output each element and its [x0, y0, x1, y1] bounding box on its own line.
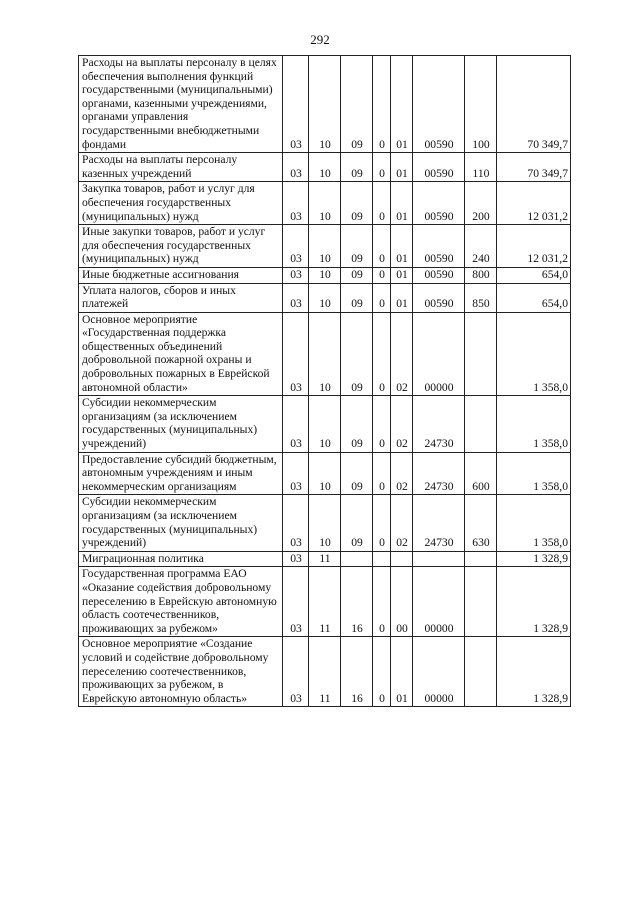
subsection-code: 10 [309, 182, 341, 225]
table-row [79, 225, 571, 268]
direction-code: 24730 [413, 396, 465, 452]
subsection-code: 11 [309, 567, 341, 637]
program-code: 09 [341, 495, 373, 551]
row-name: Закупка товаров, работ и услуг для обеспечения государственных (муниципальных) нужд [79, 182, 283, 225]
program-code [341, 551, 373, 567]
subsection-code: 10 [309, 267, 341, 283]
section-code: 03 [283, 396, 309, 452]
expense-type-code: 630 [465, 495, 497, 551]
direction-code: 00590 [413, 153, 465, 182]
page-number: 292 [310, 32, 330, 47]
row-name: Основное мероприятие «Государственная поддержка общественных объединений добровольной пожарной охраны и добровольных пожарных в Еврейской автономной области» [79, 312, 283, 396]
row-name: Иные бюджетные ассигнования [79, 267, 283, 283]
row-name: Предоставление субсидий бюджетным, автономным учреждениям и иным некоммерческим организациям [79, 452, 283, 495]
section-code: 03 [283, 153, 309, 182]
activity-code: 01 [391, 267, 413, 283]
subprogram-code: 0 [373, 396, 391, 452]
row-name: Миграционная политика [79, 551, 283, 567]
activity-code: 02 [391, 495, 413, 551]
amount: 12 031,2 [497, 182, 571, 225]
amount: 1 328,9 [497, 567, 571, 637]
subprogram-code: 0 [373, 267, 391, 283]
expense-type-code [465, 312, 497, 396]
direction-code: 00590 [413, 283, 465, 312]
activity-code: 01 [391, 182, 413, 225]
amount: 1 328,9 [497, 551, 571, 567]
activity-code: 01 [391, 637, 413, 707]
program-code: 09 [341, 153, 373, 182]
row-name: Государственная программа ЕАО «Оказание содействия добровольному переселению в Еврейскую автономную область соотечественников, проживающих за рубежом» [79, 567, 283, 637]
expense-type-code: 110 [465, 153, 497, 182]
section-code: 03 [283, 182, 309, 225]
expense-type-code: 850 [465, 283, 497, 312]
subprogram-code [373, 551, 391, 567]
table-row [79, 182, 571, 225]
direction-code: 00000 [413, 312, 465, 396]
program-code: 09 [341, 396, 373, 452]
section-code: 03 [283, 283, 309, 312]
budget-table-body [79, 56, 571, 707]
expense-type-code [465, 637, 497, 707]
subprogram-code: 0 [373, 56, 391, 153]
program-code: 09 [341, 283, 373, 312]
direction-code [413, 551, 465, 567]
subsection-code: 10 [309, 56, 341, 153]
expense-type-code [465, 567, 497, 637]
row-name: Субсидии некоммерческим организациям (за исключением государственных (муниципальных) учреждений) [79, 396, 283, 452]
subsection-code: 10 [309, 153, 341, 182]
subprogram-code: 0 [373, 567, 391, 637]
table-row [79, 56, 571, 153]
program-code: 16 [341, 567, 373, 637]
expense-type-code: 200 [465, 182, 497, 225]
direction-code: 00590 [413, 182, 465, 225]
table-row [79, 495, 571, 551]
activity-code: 02 [391, 312, 413, 396]
amount: 1 358,0 [497, 312, 571, 396]
expense-type-code: 240 [465, 225, 497, 268]
row-name: Расходы на выплаты персоналу в целях обеспечения выполнения функций государственными (муниципальными) органами, казенными учреждениями, органами управления государственными внебюджетными фондами [79, 56, 283, 153]
section-code: 03 [283, 551, 309, 567]
subprogram-code: 0 [373, 153, 391, 182]
subprogram-code: 0 [373, 182, 391, 225]
subprogram-code: 0 [373, 225, 391, 268]
subprogram-code: 0 [373, 312, 391, 396]
section-code: 03 [283, 225, 309, 268]
amount: 654,0 [497, 267, 571, 283]
activity-code: 01 [391, 56, 413, 153]
expense-type-code: 600 [465, 452, 497, 495]
section-code: 03 [283, 637, 309, 707]
subprogram-code: 0 [373, 637, 391, 707]
amount: 1 358,0 [497, 452, 571, 495]
subsection-code: 10 [309, 452, 341, 495]
table-row [79, 283, 571, 312]
section-code: 03 [283, 495, 309, 551]
program-code: 16 [341, 637, 373, 707]
program-code: 09 [341, 56, 373, 153]
activity-code: 00 [391, 567, 413, 637]
section-code: 03 [283, 567, 309, 637]
row-name: Субсидии некоммерческим организациям (за исключением государственных (муниципальных) учреждений) [79, 495, 283, 551]
direction-code: 00590 [413, 56, 465, 153]
subsection-code: 10 [309, 495, 341, 551]
direction-code: 24730 [413, 495, 465, 551]
activity-code: 02 [391, 396, 413, 452]
subsection-code: 10 [309, 396, 341, 452]
amount: 1 328,9 [497, 637, 571, 707]
expense-type-code [465, 396, 497, 452]
program-code: 09 [341, 225, 373, 268]
subprogram-code: 0 [373, 283, 391, 312]
activity-code: 02 [391, 452, 413, 495]
expense-type-code [465, 551, 497, 567]
table-row [79, 312, 571, 396]
row-name: Уплата налогов, сборов и иных платежей [79, 283, 283, 312]
table-row [79, 452, 571, 495]
subsection-code: 11 [309, 637, 341, 707]
table-row [79, 267, 571, 283]
section-code: 03 [283, 56, 309, 153]
subsection-code: 10 [309, 283, 341, 312]
row-name: Иные закупки товаров, работ и услуг для обеспечения государственных (муниципальных) нужд [79, 225, 283, 268]
subprogram-code: 0 [373, 452, 391, 495]
subsection-code: 10 [309, 225, 341, 268]
section-code: 03 [283, 267, 309, 283]
activity-code: 01 [391, 225, 413, 268]
table-row [79, 396, 571, 452]
activity-code: 01 [391, 283, 413, 312]
subsection-code: 11 [309, 551, 341, 567]
table-row [79, 153, 571, 182]
section-code: 03 [283, 452, 309, 495]
direction-code: 00590 [413, 225, 465, 268]
table-row [79, 637, 571, 707]
expense-type-code: 100 [465, 56, 497, 153]
direction-code: 00590 [413, 267, 465, 283]
amount: 70 349,7 [497, 153, 571, 182]
program-code: 09 [341, 267, 373, 283]
subprogram-code: 0 [373, 495, 391, 551]
program-code: 09 [341, 452, 373, 495]
direction-code: 00000 [413, 567, 465, 637]
table-row [79, 567, 571, 637]
program-code: 09 [341, 182, 373, 225]
activity-code [391, 551, 413, 567]
amount: 1 358,0 [497, 396, 571, 452]
amount: 70 349,7 [497, 56, 571, 153]
row-name: Расходы на выплаты персоналу казенных учреждений [79, 153, 283, 182]
section-code: 03 [283, 312, 309, 396]
row-name: Основное мероприятие «Создание условий и содействие добровольному переселению соотечественников, проживающих за рубежом, в Еврейскую автономную область» [79, 637, 283, 707]
subsection-code: 10 [309, 312, 341, 396]
direction-code: 24730 [413, 452, 465, 495]
budget-table [78, 55, 571, 707]
amount: 654,0 [497, 283, 571, 312]
amount: 12 031,2 [497, 225, 571, 268]
activity-code: 01 [391, 153, 413, 182]
amount: 1 358,0 [497, 495, 571, 551]
direction-code: 00000 [413, 637, 465, 707]
expense-type-code: 800 [465, 267, 497, 283]
program-code: 09 [341, 312, 373, 396]
table-row [79, 551, 571, 567]
